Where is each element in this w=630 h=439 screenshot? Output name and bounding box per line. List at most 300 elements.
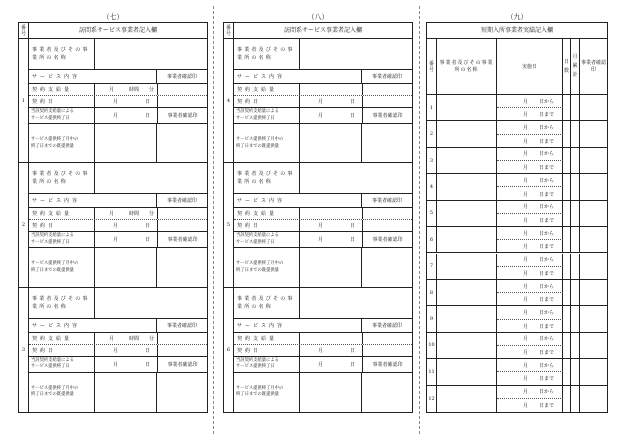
seal-box[interactable] bbox=[157, 96, 207, 107]
seal-box[interactable] bbox=[580, 227, 607, 252]
monthly-total-field[interactable] bbox=[571, 386, 580, 412]
until-label: 日まで bbox=[539, 112, 555, 119]
date-range-cell[interactable] bbox=[497, 280, 563, 293]
seal-box[interactable] bbox=[157, 84, 207, 95]
implementation-row bbox=[427, 254, 607, 280]
from-label: 日から bbox=[539, 283, 555, 290]
provider-name-field[interactable] bbox=[437, 148, 497, 173]
until-label: 日まで bbox=[539, 138, 555, 145]
date-range-cell[interactable] bbox=[497, 346, 563, 359]
contract-amount-label: 契約支給量 bbox=[234, 333, 300, 344]
contract-amount-label: 契約支給量 bbox=[234, 84, 300, 95]
used-amount-label: サービス提供終了月中の 終了日までの既提供量 bbox=[234, 373, 300, 412]
month-label: 月 bbox=[318, 113, 324, 119]
date-range-cell[interactable] bbox=[497, 201, 563, 214]
implementation-row bbox=[427, 121, 607, 147]
date-range-cell[interactable] bbox=[497, 214, 563, 227]
entry-block bbox=[224, 288, 412, 412]
end-date-label: 当該契約支給量による サービス提供終了日 bbox=[29, 357, 95, 372]
implementation-row bbox=[427, 280, 607, 306]
seal-box[interactable] bbox=[362, 96, 412, 107]
month-label: 月 bbox=[523, 151, 529, 158]
until-label: 日まで bbox=[539, 323, 555, 330]
day-count-field[interactable] bbox=[563, 386, 571, 412]
operator-seal-label: 事業者確認印 bbox=[371, 74, 402, 80]
minutes-label: 分 bbox=[149, 335, 155, 342]
provider-name-field[interactable] bbox=[95, 288, 207, 318]
date-range-cell[interactable] bbox=[497, 135, 563, 148]
month-label: 月 bbox=[523, 309, 529, 316]
service-content-label: サービス内容 bbox=[234, 194, 362, 207]
operator-seal-label: 事業者確認印 bbox=[166, 198, 197, 205]
row-number: 2 bbox=[427, 121, 437, 146]
provider-name-field[interactable] bbox=[300, 39, 412, 69]
provider-name-label: 事業者及びその事業所の名称 bbox=[234, 163, 300, 193]
month-label: 月 bbox=[113, 113, 119, 119]
date-range-cell[interactable] bbox=[497, 399, 563, 412]
entry-number: 1 bbox=[19, 39, 29, 162]
contract-date-label: 契約日 bbox=[29, 220, 95, 231]
seal-box[interactable] bbox=[362, 333, 412, 344]
service-content-label: サービス内容 bbox=[29, 70, 157, 83]
seal-box[interactable] bbox=[580, 95, 607, 120]
row-number: 1 bbox=[427, 95, 437, 120]
panel-8 bbox=[223, 22, 413, 413]
operator-seal-label: 事業者確認印 bbox=[362, 108, 412, 123]
form-row bbox=[234, 357, 412, 373]
seal-box[interactable] bbox=[580, 359, 607, 384]
from-label: 日から bbox=[539, 257, 555, 264]
implementation-row bbox=[427, 359, 607, 385]
seal-box[interactable] bbox=[580, 148, 607, 173]
hours-label: 時間 bbox=[129, 335, 140, 342]
form-row bbox=[234, 70, 412, 84]
monthly-total-field[interactable] bbox=[571, 306, 580, 331]
operator-seal-label: 事業者確認印 bbox=[371, 198, 402, 205]
month-label: 月 bbox=[318, 361, 324, 368]
date-range-cell[interactable] bbox=[497, 306, 563, 319]
operator-seal-label: 事業者確認印 bbox=[157, 232, 207, 247]
monthly-total-field[interactable] bbox=[571, 148, 580, 173]
date-range-cell[interactable] bbox=[497, 333, 563, 346]
from-label: 日から bbox=[539, 336, 555, 343]
date-range-cell[interactable] bbox=[497, 95, 563, 108]
used-amount-field[interactable] bbox=[95, 248, 157, 287]
provider-name-field[interactable] bbox=[437, 201, 497, 226]
month-label: 月 bbox=[523, 257, 529, 264]
implementation-row bbox=[427, 148, 607, 174]
from-label: 日から bbox=[539, 309, 555, 316]
contract-date-label: 契約日 bbox=[234, 345, 300, 356]
monthly-total-field[interactable] bbox=[571, 254, 580, 279]
implementation-row bbox=[427, 174, 607, 200]
month-label: 月 bbox=[523, 323, 529, 330]
form-row bbox=[234, 39, 412, 70]
seal-box[interactable] bbox=[157, 333, 207, 344]
seal-box[interactable] bbox=[157, 345, 207, 356]
from-label: 日から bbox=[539, 98, 555, 105]
row-number: 8 bbox=[427, 280, 437, 305]
day-count-header: 日数 bbox=[563, 39, 571, 94]
end-date-label: 当該契約支給量による サービス提供終了日 bbox=[29, 232, 95, 247]
form-row bbox=[234, 220, 412, 232]
monthly-total-header: 月累計 bbox=[571, 39, 580, 94]
form-row bbox=[234, 288, 412, 319]
monthly-total-field[interactable] bbox=[571, 359, 580, 384]
from-label: 日から bbox=[539, 389, 555, 396]
month-label: 月 bbox=[523, 204, 529, 211]
day-count-field[interactable] bbox=[563, 227, 571, 252]
section-number: （八） bbox=[307, 13, 329, 21]
monthly-total-field[interactable] bbox=[571, 333, 580, 358]
form-row bbox=[234, 345, 412, 357]
form-row bbox=[29, 220, 207, 232]
date-range-cell[interactable] bbox=[497, 254, 563, 267]
form-row bbox=[234, 208, 412, 220]
form-row bbox=[29, 357, 207, 373]
day-label: 日 bbox=[145, 113, 151, 119]
contract-amount-label: 契約支給量 bbox=[29, 208, 95, 219]
row-number: 12 bbox=[427, 386, 437, 412]
service-content-label: サービス内容 bbox=[234, 70, 362, 83]
day-label: 日 bbox=[350, 347, 356, 354]
form-row bbox=[29, 70, 207, 84]
form-row bbox=[29, 288, 207, 319]
month-label: 月 bbox=[523, 336, 529, 343]
date-range-cell[interactable] bbox=[497, 320, 563, 333]
used-amount-label: サービス提供終了月中の 終了日までの既提供量 bbox=[234, 248, 300, 287]
day-count-field[interactable] bbox=[563, 333, 571, 358]
until-label: 日まで bbox=[539, 217, 555, 224]
day-count-field[interactable] bbox=[563, 121, 571, 146]
implementation-row bbox=[427, 95, 607, 121]
service-content-label: サービス内容 bbox=[234, 319, 362, 332]
end-date-label: 当該契約支給量による サービス提供終了日 bbox=[29, 108, 95, 123]
seal-box[interactable] bbox=[580, 201, 607, 226]
hours-label: 時間 bbox=[129, 87, 140, 93]
operator-seal-label: 事業者確認印 bbox=[157, 108, 207, 123]
panel-header bbox=[224, 23, 412, 39]
entry-block bbox=[19, 288, 207, 412]
monthly-total-field[interactable] bbox=[571, 227, 580, 252]
minutes-label: 分 bbox=[149, 87, 155, 93]
month-label: 月 bbox=[113, 347, 119, 354]
form-row bbox=[29, 208, 207, 220]
panel-header bbox=[19, 23, 207, 39]
until-label: 日まで bbox=[539, 244, 555, 251]
used-amount-label: サービス提供終了月中の 終了日までの既提供量 bbox=[234, 124, 300, 163]
month-label: 月 bbox=[523, 362, 529, 369]
date-range-cell[interactable] bbox=[497, 148, 563, 161]
operator-seal-header: 事業者確認印 bbox=[580, 60, 606, 73]
form-row bbox=[234, 124, 412, 163]
used-amount-field[interactable] bbox=[300, 124, 362, 163]
seal-box[interactable] bbox=[580, 333, 607, 358]
number-header: 番号 bbox=[224, 23, 234, 39]
form-row bbox=[234, 194, 412, 208]
used-amount-field[interactable] bbox=[300, 373, 362, 412]
used-amount-label: サービス提供終了月中の 終了日までの既提供量 bbox=[29, 124, 95, 163]
month-label: 月 bbox=[523, 217, 529, 224]
seal-box[interactable] bbox=[580, 386, 607, 412]
provider-name-field[interactable] bbox=[437, 227, 497, 252]
implementation-date-header: 実施日 bbox=[497, 39, 563, 94]
date-range-cell[interactable] bbox=[497, 267, 563, 280]
form-row bbox=[29, 39, 207, 70]
end-date-label: 当該契約支給量による サービス提供終了日 bbox=[234, 232, 300, 247]
day-count-field[interactable] bbox=[563, 254, 571, 279]
section-number: （九） bbox=[506, 13, 528, 21]
month-label: 月 bbox=[318, 99, 324, 105]
used-amount-field[interactable] bbox=[95, 124, 157, 163]
from-label: 日から bbox=[539, 125, 555, 131]
panel-9-column-headers bbox=[427, 39, 607, 95]
panel-header bbox=[427, 23, 607, 39]
monthly-total-field[interactable] bbox=[571, 201, 580, 226]
until-label: 日まで bbox=[539, 270, 555, 277]
contract-amount-label: 契約支給量 bbox=[234, 208, 300, 219]
seal-box[interactable] bbox=[157, 208, 207, 219]
seal-box[interactable] bbox=[362, 220, 412, 231]
entry-block bbox=[224, 163, 412, 287]
provider-name-field[interactable] bbox=[437, 359, 497, 384]
entry-number: 4 bbox=[224, 39, 234, 162]
day-count-field[interactable] bbox=[563, 280, 571, 305]
used-amount-field[interactable] bbox=[95, 373, 157, 412]
row-number: 4 bbox=[427, 174, 437, 199]
entry-block bbox=[19, 39, 207, 163]
date-range-cell[interactable] bbox=[497, 227, 563, 240]
date-range-cell[interactable] bbox=[497, 386, 563, 399]
row-number: 6 bbox=[427, 227, 437, 252]
number-header: 番号 bbox=[427, 39, 437, 94]
until-label: 日まで bbox=[539, 165, 555, 172]
provider-name-field[interactable] bbox=[300, 163, 412, 193]
service-content-label: サービス内容 bbox=[29, 319, 157, 332]
day-count-field[interactable] bbox=[563, 201, 571, 226]
until-label: 日まで bbox=[539, 376, 555, 383]
hours-label: 時間 bbox=[129, 211, 140, 218]
month-label: 月 bbox=[523, 98, 529, 105]
seal-box[interactable] bbox=[580, 280, 607, 305]
provider-name-field[interactable] bbox=[437, 280, 497, 305]
month-label: 月 bbox=[523, 350, 529, 357]
implementation-row bbox=[427, 227, 607, 253]
operator-seal-label: 事業者確認印 bbox=[157, 357, 207, 372]
month-label: 月 bbox=[523, 230, 529, 237]
entry-block bbox=[19, 163, 207, 287]
panel-title: 短期入所事業者実績記入欄 bbox=[480, 27, 553, 34]
from-label: 日から bbox=[539, 362, 555, 369]
contract-date-label: 契約日 bbox=[29, 96, 95, 107]
row-number: 5 bbox=[427, 201, 437, 226]
month-label: 月 bbox=[113, 223, 119, 230]
provider-name-field[interactable] bbox=[437, 386, 497, 412]
operator-seal-label: 事業者確認印 bbox=[371, 322, 402, 329]
provider-name-field[interactable] bbox=[437, 333, 497, 358]
used-amount-label: サービス提供終了月中の 終了日までの既提供量 bbox=[29, 373, 95, 412]
form-row bbox=[234, 373, 412, 412]
monthly-total-field[interactable] bbox=[571, 174, 580, 199]
day-label: 日 bbox=[350, 223, 356, 230]
implementation-row bbox=[427, 333, 607, 359]
operator-seal-label: 事業者確認印 bbox=[362, 232, 412, 247]
end-date-label: 当該契約支給量による サービス提供終了日 bbox=[234, 108, 300, 123]
form-row bbox=[234, 96, 412, 108]
column-divider bbox=[419, 6, 420, 434]
date-range-cell[interactable] bbox=[497, 293, 563, 306]
panel-title: 訪問系サービス事業者記入欄 bbox=[283, 27, 362, 34]
contract-date-label: 契約日 bbox=[234, 96, 300, 107]
provider-name-label: 事業者及びその事業所の名称 bbox=[29, 39, 95, 69]
minutes-label: 分 bbox=[149, 211, 155, 218]
panel-title: 訪問系サービス事業者記入欄 bbox=[78, 27, 157, 34]
date-range-cell[interactable] bbox=[497, 372, 563, 385]
implementation-row bbox=[427, 386, 607, 412]
day-count-field[interactable] bbox=[563, 174, 571, 199]
day-label: 日 bbox=[350, 99, 356, 105]
used-amount-field[interactable] bbox=[300, 248, 362, 287]
day-label: 日 bbox=[145, 99, 151, 105]
from-label: 日から bbox=[539, 177, 555, 184]
row-number: 9 bbox=[427, 306, 437, 331]
seal-box[interactable] bbox=[362, 345, 412, 356]
used-amount-label: サービス提供終了月中の 終了日までの既提供量 bbox=[29, 248, 95, 287]
month-label: 月 bbox=[113, 237, 119, 244]
entry-block bbox=[224, 39, 412, 163]
date-range-cell[interactable] bbox=[497, 161, 563, 174]
form-row bbox=[29, 345, 207, 357]
month-label: 月 bbox=[109, 335, 115, 342]
seal-box[interactable] bbox=[580, 121, 607, 146]
day-count-field[interactable] bbox=[563, 306, 571, 331]
month-label: 月 bbox=[113, 361, 119, 368]
form-row bbox=[29, 319, 207, 333]
month-label: 月 bbox=[523, 283, 529, 290]
date-range-cell[interactable] bbox=[497, 359, 563, 372]
form-row bbox=[29, 108, 207, 124]
provider-name-field[interactable] bbox=[437, 306, 497, 331]
day-count-field[interactable] bbox=[563, 359, 571, 384]
form-row bbox=[234, 163, 412, 194]
provider-name-field[interactable] bbox=[437, 254, 497, 279]
provider-name-field[interactable] bbox=[95, 39, 207, 69]
form-row bbox=[29, 96, 207, 108]
month-label: 月 bbox=[318, 223, 324, 230]
seal-box[interactable] bbox=[157, 220, 207, 231]
number-header: 番号 bbox=[19, 23, 29, 39]
entry-number: 5 bbox=[224, 163, 234, 286]
monthly-total-field[interactable] bbox=[571, 95, 580, 120]
date-range-cell[interactable] bbox=[497, 121, 563, 134]
form-row bbox=[29, 194, 207, 208]
seal-box[interactable] bbox=[362, 84, 412, 95]
day-label: 日 bbox=[145, 347, 151, 354]
day-label: 日 bbox=[145, 223, 151, 230]
monthly-total-field[interactable] bbox=[571, 280, 580, 305]
month-label: 月 bbox=[113, 99, 119, 105]
seal-box[interactable] bbox=[580, 254, 607, 279]
form-row bbox=[234, 232, 412, 248]
seal-box[interactable] bbox=[580, 174, 607, 199]
month-label: 月 bbox=[523, 165, 529, 172]
day-label: 日 bbox=[350, 361, 356, 368]
service-content-label: サービス内容 bbox=[29, 194, 157, 207]
provider-name-field[interactable] bbox=[437, 174, 497, 199]
form-row bbox=[234, 108, 412, 124]
implementation-row bbox=[427, 201, 607, 227]
form-row bbox=[29, 373, 207, 412]
month-label: 月 bbox=[523, 376, 529, 383]
date-range-cell[interactable] bbox=[497, 240, 563, 253]
provider-name-label: 事業者及びその事業所の名称 bbox=[234, 39, 300, 69]
operator-seal-label: 事業者確認印 bbox=[362, 357, 412, 372]
day-count-field[interactable] bbox=[563, 95, 571, 120]
implementation-row bbox=[427, 306, 607, 332]
from-label: 日から bbox=[539, 230, 555, 237]
seal-box[interactable] bbox=[580, 306, 607, 331]
until-label: 日まで bbox=[539, 297, 555, 304]
month-label: 月 bbox=[523, 270, 529, 277]
provider-name-field[interactable] bbox=[95, 163, 207, 193]
contract-amount-label: 契約支給量 bbox=[29, 333, 95, 344]
month-label: 月 bbox=[523, 125, 529, 131]
until-label: 日まで bbox=[539, 350, 555, 357]
operator-seal-label: 事業者確認印 bbox=[166, 74, 197, 80]
monthly-total-field[interactable] bbox=[571, 121, 580, 146]
contract-date-label: 契約日 bbox=[29, 345, 95, 356]
month-label: 月 bbox=[318, 237, 324, 244]
month-label: 月 bbox=[523, 112, 529, 119]
date-range-cell[interactable] bbox=[497, 174, 563, 187]
form-row bbox=[29, 163, 207, 194]
date-range-cell[interactable] bbox=[497, 108, 563, 121]
panel-7 bbox=[18, 22, 208, 413]
form-row bbox=[234, 84, 412, 96]
from-label: 日から bbox=[539, 151, 555, 158]
month-label: 月 bbox=[523, 244, 529, 251]
provider-name-label: 事業者及びその事業所の名称 bbox=[29, 288, 95, 318]
day-label: 日 bbox=[350, 113, 356, 119]
panel-9 bbox=[426, 22, 608, 413]
until-label: 日まで bbox=[539, 402, 555, 409]
month-label: 月 bbox=[318, 347, 324, 354]
day-count-field[interactable] bbox=[563, 148, 571, 173]
from-label: 日から bbox=[539, 204, 555, 211]
month-label: 月 bbox=[523, 138, 529, 145]
form-row bbox=[29, 124, 207, 163]
form-row bbox=[234, 333, 412, 345]
entry-number: 6 bbox=[224, 288, 234, 412]
month-label: 月 bbox=[523, 177, 529, 184]
contract-date-label: 契約日 bbox=[234, 220, 300, 231]
provider-name-field[interactable] bbox=[300, 288, 412, 318]
month-label: 月 bbox=[109, 211, 115, 218]
date-range-cell[interactable] bbox=[497, 187, 563, 200]
provider-name-field[interactable] bbox=[437, 95, 497, 120]
until-label: 日まで bbox=[539, 191, 555, 198]
seal-box[interactable] bbox=[362, 208, 412, 219]
form-row bbox=[29, 333, 207, 345]
operator-seal-label: 事業者確認印 bbox=[166, 322, 197, 329]
form-row bbox=[29, 232, 207, 248]
day-label: 日 bbox=[145, 237, 151, 244]
provider-name-field[interactable] bbox=[437, 121, 497, 146]
end-date-label: 当該契約支給量による サービス提供終了日 bbox=[234, 357, 300, 372]
column-divider bbox=[213, 6, 214, 434]
row-number: 3 bbox=[427, 148, 437, 173]
form-row bbox=[29, 248, 207, 287]
